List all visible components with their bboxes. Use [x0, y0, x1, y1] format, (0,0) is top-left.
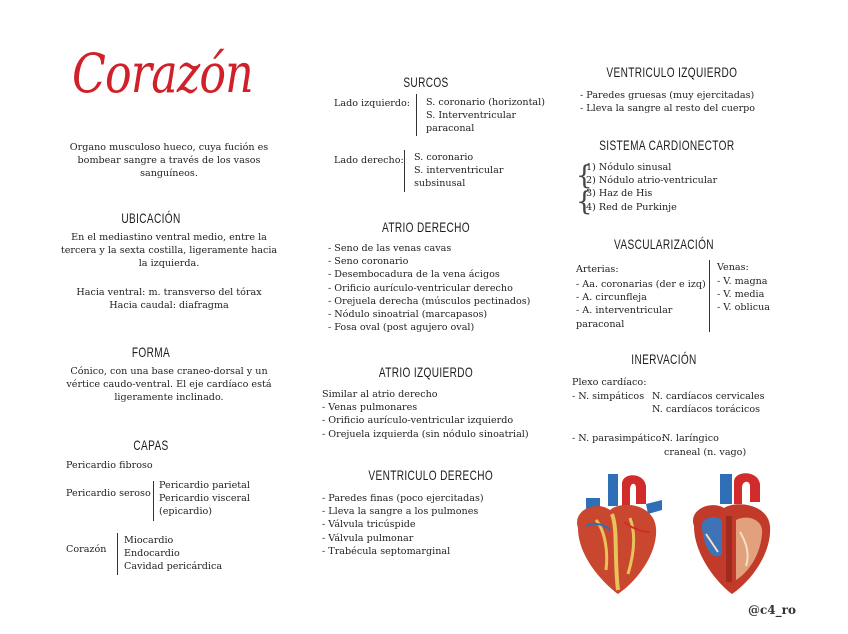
- list-item: - Paredes gruesas (muy ejercitadas): [580, 90, 755, 101]
- ventriculo-izquierdo-list: [580, 89, 755, 115]
- atrio-izquierdo-list: [322, 388, 529, 441]
- list-item: - Válvula tricúspide: [322, 519, 416, 531]
- list-item: 2) Nódulo atrio-ventricular: [586, 175, 718, 187]
- list-item: 3) Haz de His: [586, 188, 653, 200]
- parasimpatico-label: - N. parasimpático:: [572, 433, 665, 444]
- list-item: 1) Nódulo sinusal: [586, 162, 672, 173]
- surcos-heading: SURCOS: [403, 74, 449, 90]
- ventriculo-izquierdo-heading: VENTRICULO IZQUIERDO: [606, 64, 738, 80]
- divider-line: [416, 94, 417, 136]
- ubicacion-caudal: Hacia caudal: diafragma: [109, 300, 229, 311]
- list-item: Pericardio visceral: [159, 493, 250, 505]
- list-item: paraconal: [426, 123, 475, 135]
- list-item: - Nódulo sinoatrial (marcapasos): [328, 309, 488, 321]
- pericardio-fibroso: Pericardio fibroso: [66, 460, 153, 471]
- parasimpatico-item-1: N. laríngico: [662, 433, 719, 444]
- plexo-label: Plexo cardíaco:: [572, 377, 647, 388]
- atrio-derecho-list: [328, 242, 530, 334]
- simpaticos-label: - N. simpáticos: [572, 391, 645, 402]
- surcos-izq-label: Lado izquierdo:: [334, 98, 410, 109]
- simpaticos-list: [652, 390, 765, 416]
- divider-line: [153, 481, 154, 521]
- signature: @c4_ro: [748, 603, 796, 617]
- list-item: - V. oblicua: [717, 302, 770, 314]
- ventriculo-derecho-heading: VENTRICULO DERECHO: [368, 467, 494, 483]
- brace-left: {: [576, 187, 593, 217]
- list-item: - Seno coronario: [328, 256, 409, 268]
- list-item: - A. interventricular: [576, 305, 673, 317]
- arterias-list: [576, 278, 706, 331]
- venas-label: Venas:: [717, 262, 749, 273]
- list-item: - Aa. coronarias (der e izq): [576, 279, 706, 290]
- capas-heading: CAPAS: [133, 437, 169, 453]
- surcos-der-label: Lado derecho:: [334, 155, 404, 166]
- list-item: Endocardio: [124, 548, 180, 560]
- forma-text: Cónico, con una base craneo-dorsal y un vértice caudo-ventral. El eje cardíaco está ligeramente inclinado.: [66, 366, 272, 404]
- list-item: S. interventricular: [414, 165, 504, 177]
- heart-external-illustration: [566, 470, 666, 598]
- list-item: - Orejuela derecha (músculos pectinados): [328, 295, 531, 307]
- list-item: subsinusal: [414, 178, 466, 190]
- list-item: - Seno de las venas cavas: [328, 243, 452, 254]
- atrio-izquierdo-heading: ATRIO IZQUIERDO: [378, 364, 474, 380]
- pericardio-seroso: Pericardio seroso: [66, 488, 151, 499]
- page-title: Corazón: [72, 42, 253, 105]
- forma-heading: FORMA: [131, 344, 171, 360]
- seroso-list: [159, 479, 250, 519]
- list-item: - Válvula pulmonar: [322, 532, 414, 544]
- list-item: (epicardio): [159, 506, 213, 518]
- list-item: - V. media: [717, 289, 765, 301]
- heart-internal-illustration: [680, 470, 780, 598]
- arterias-label: Arterias:: [576, 264, 619, 275]
- corazon-list: [124, 534, 222, 574]
- list-item: - Venas pulmonares: [322, 402, 418, 414]
- list-item: - Desembocadura de la vena ácigos: [328, 269, 500, 281]
- atrio-derecho-heading: ATRIO DERECHO: [382, 219, 470, 235]
- list-item: Cavidad pericárdica: [124, 561, 223, 573]
- list-item: - Orejuela izquierda (sin nódulo sinoatrial): [322, 428, 529, 440]
- list-item: Pericardio parietal: [159, 480, 250, 491]
- list-item: - Fosa oval (post agujero oval): [328, 322, 475, 334]
- venas-list: [717, 275, 770, 315]
- intro-text: Organo musculoso hueco, cuya fución es bombear sangre a través de los vasos sanguíneos.: [69, 142, 269, 180]
- list-item: - Paredes finas (poco ejercitadas): [322, 493, 484, 504]
- capas-corazon: Corazón: [66, 544, 107, 555]
- list-item: paraconal: [576, 318, 625, 330]
- ubicacion-ventral: Hacia ventral: m. transverso del tórax: [76, 287, 262, 298]
- ubicacion-heading: UBICACIÓN: [121, 210, 181, 226]
- list-item: - Orificio aurículo-ventricular izquierdo: [322, 415, 514, 427]
- surcos-izq-list: [426, 96, 545, 136]
- ventriculo-derecho-list: [322, 492, 484, 558]
- list-item: Similar al atrio derecho: [322, 389, 438, 400]
- ubicacion-text: En el mediastino ventral medio, entre la tercera y la sexta costilla, ligeramente hacia la izquierda.: [60, 232, 278, 270]
- list-item: S. Interventricular: [426, 110, 517, 122]
- list-item: - V. magna: [717, 276, 768, 287]
- divider-line: [709, 260, 710, 332]
- list-item: - Trabécula septomarginal: [322, 545, 451, 557]
- list-item: S. coronario: [414, 152, 474, 163]
- list-item: - Lleva la sangre a los pulmones: [322, 506, 479, 518]
- sistema-heading: SISTEMA CARDIONECTOR: [599, 137, 735, 153]
- list-item: N. cardíacos cervicales: [652, 391, 765, 402]
- divider-line: [404, 150, 405, 192]
- list-item: Miocardio: [124, 535, 174, 546]
- parasimpatico-item-2: craneal (n. vago): [664, 447, 747, 458]
- brace-left: {: [576, 161, 593, 191]
- list-item: N. cardíacos torácicos: [652, 404, 761, 416]
- list-item: S. coronario (horizontal): [426, 97, 545, 108]
- list-item: - Orificio aurículo-ventricular derecho: [328, 282, 513, 294]
- vascularizacion-heading: VASCULARIZACIÓN: [614, 236, 714, 252]
- inervacion-heading: INERVACIÓN: [631, 351, 697, 367]
- list-item: 4) Red de Purkinje: [586, 201, 677, 213]
- list-item: - Lleva la sangre al resto del cuerpo: [580, 103, 756, 115]
- sistema-list: [586, 161, 717, 214]
- list-item: - A. circunfleja: [576, 292, 647, 304]
- divider-line: [117, 533, 118, 575]
- surcos-der-list: [414, 151, 503, 191]
